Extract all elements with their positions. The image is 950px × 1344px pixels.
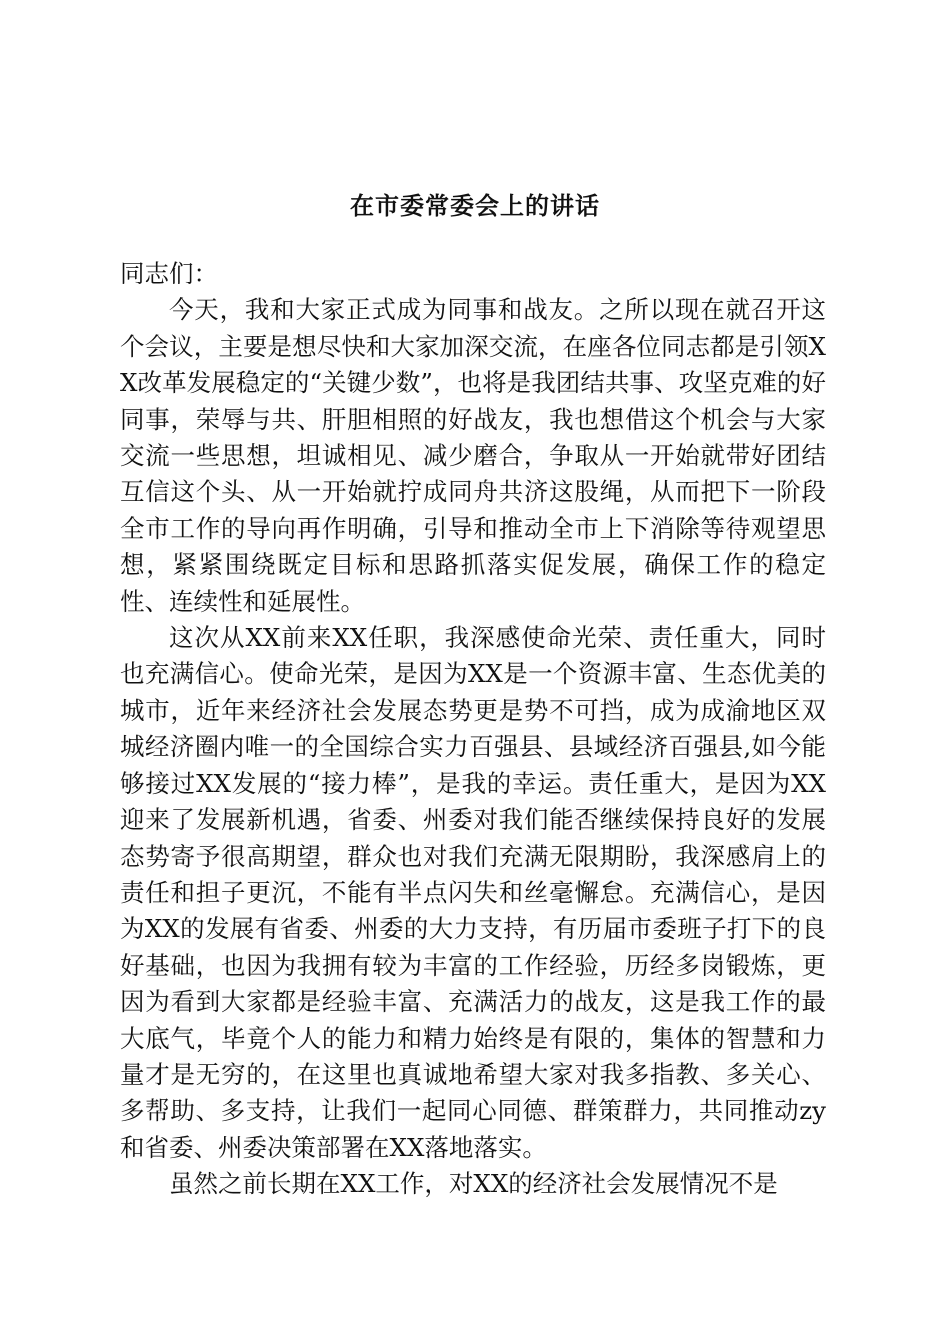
paragraph-3: 虽然之前长期在XX工作，对XX的经济社会发展情况不是: [169, 1169, 778, 1199]
paragraph-2: 这次从XX前来XX任职，我深感使命光荣、责任重大，同时也充满信心。使命光荣，是因为XX是一个资源丰富、生态优美的城市，近年来经济社会发展态势更是势不可挡，成为成渝地区双城经济圈内唯一的全国综合实力百强县、县域经济百强县,如今能够接过XX发展的“接力棒”，是我的幸运。责任重大，是因为XX迎来了发展新机遇，省委、州委对我们能否继续保持良好的发展态势寄予很高期望，群众也对我们充满无限期盼，我深感肩上的责任和担子更沉，不能有半点闪失和丝毫懈怠。充满信心，是因为XX的发展有省委、州委的大力支持，有历届市委班子打下的良好基础，也因为我拥有较为丰富的工作经验，历经多岗锻炼，更因为看到大家都是经验丰富、充满活力的战友，这是我工作的最大底气，毕竟个人的能力和精力始终是有限的，集体的智慧和力量才是无穷的，在这里也真诚地希望大家对我多指教、多关心、多帮助、多支持，让我们一起同心同德、群策群力，共同推动zy和省委、州委决策部署在XX落地落实。: [120, 623, 826, 1162]
document-title: 在市委常委会上的讲话: [350, 191, 600, 220]
paragraph-1: 今天，我和大家正式成为同事和战友。之所以现在就召开这个会议，主要是想尽快和大家加深交流，在座各位同志都是引领XX改革发展稳定的“关键少数”，也将是我团结共事、攻坚克难的好同事，荣辱与共、肝胆相照的好战友，我也想借这个机会与大家交流一些思想，坦诚相见、减少磨合，争取从一开始就带好团结互信这个头、从一开始就拧成同舟共济这股绳，从而把下一阶段全市工作的导向再作明确，引导和推动全市上下消除等待观望思想，紧紧围绕既定目标和思路抓落实促发展，确保工作的稳定性、连续性和延展性。: [120, 295, 826, 616]
document-body: [120, 256, 826, 1203]
salutation: 同志们：: [120, 259, 218, 288]
